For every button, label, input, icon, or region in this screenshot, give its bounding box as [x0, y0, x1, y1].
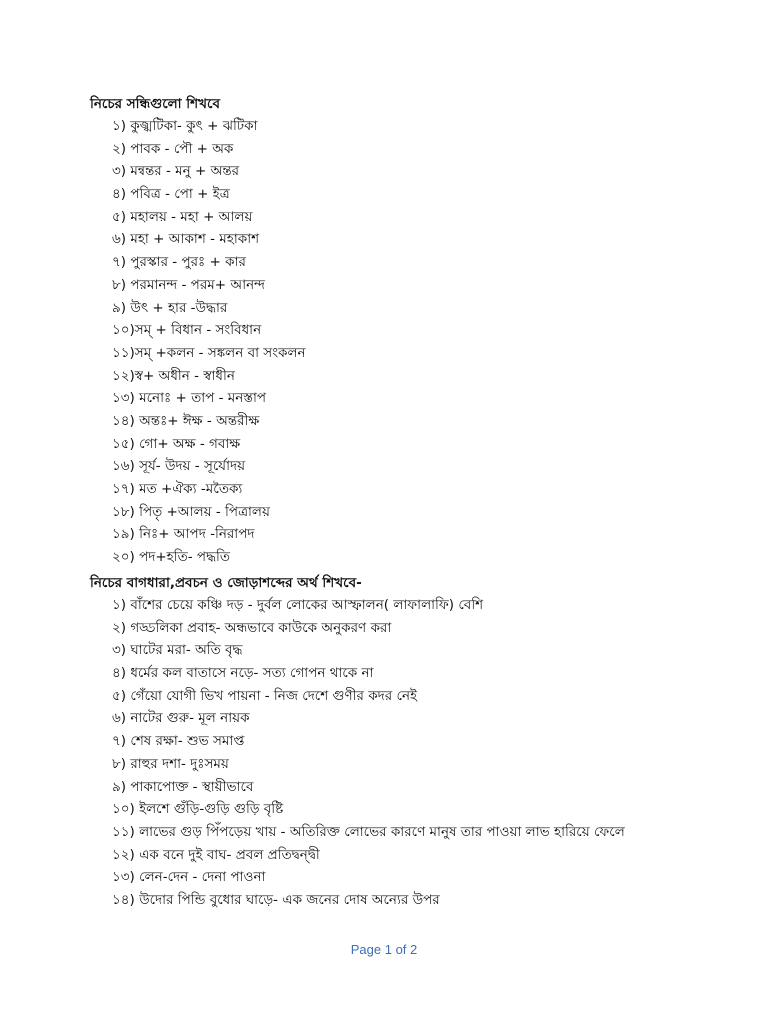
list-item: ১২)স্ব+ অধীন - স্বাধীন — [112, 367, 235, 384]
list-item: ১৮) পিতৃ +আলয় - পিত্রালয় — [112, 503, 270, 520]
sandhi-list — [112, 115, 306, 569]
list-item: ১২) এক বনে দুই বাঘ- প্রবল প্রতিদ্বন্দ্বী — [112, 846, 320, 863]
list-item: ১০)সম্ + বিধান - সংবিধান — [112, 322, 262, 339]
section-heading-idioms: নিচের বাগধারা,প্রবচন ও জোড়াশব্দের অর্থ শিখবে- — [90, 575, 362, 591]
list-item: ১) বাঁশের চেয়ে কঞ্চি দড় - দুর্বল লোকের আস্ফালন( লাফালাফি) বেশি — [112, 597, 484, 613]
list-item: ২) পাবক - পৌ + অক — [112, 140, 234, 157]
list-item: ২) গড্ডলিকা প্রবাহ- অন্ধভাবে কাউকে অনুকরণ করা — [112, 619, 392, 636]
page-number-footer: Page 1 of 2 — [350, 942, 418, 957]
list-item: ১১)সম্ +কলন - সঙ্কলন বা সংকলন — [112, 344, 306, 361]
list-item: ৩) মন্বন্তর - মনু + অন্তর — [112, 163, 240, 180]
list-item: ৯) উৎ + হার -উদ্ধার — [112, 299, 228, 316]
list-item: ১৯) নিঃ+ আপদ -নিরাপদ — [112, 526, 255, 543]
list-item: ১) কুজ্ঝটিকা- কুৎ + ঝটিকা — [112, 118, 258, 134]
list-item: ৮) পরমানন্দ - পরম+ আনন্দ — [112, 276, 265, 293]
list-item: ১৪) অন্তঃ+ ঈক্ষ - অন্তরীক্ষ — [112, 412, 260, 429]
list-item: ৮) রাহুর দশা- দুঃসময় — [112, 755, 229, 772]
list-item: ৯) পাকাপোক্ত - স্থায়ীভাবে — [112, 778, 254, 795]
list-item: ৬) মহা + আকাশ - মহাকাশ — [112, 231, 260, 248]
list-item: ১৭) মত +ঐক্য -মতৈক্য — [112, 481, 243, 497]
list-item: ৪) পবিত্র - পো + ইত্র — [112, 186, 230, 203]
list-item: ১৬) সূর্য- উদয় - সূর্যোদয় — [112, 458, 246, 475]
list-item: ১৪) উদোর পিন্ডি বুধোর ঘাড়ে- এক জনের দোষ অন্যের উপর — [112, 891, 440, 908]
list-item: ১১) লাভের গুড় পিঁপড়েয় খায় - অতিরিক্ত লোভের কারণে মানুষ তার পাওয়া লাভ হারিয়ে ফেলে — [112, 823, 625, 840]
list-item: ১৩) মনোঃ + তাপ - মনস্তাপ — [112, 390, 267, 407]
list-item: ৪) ধর্মের কল বাতাসে নড়ে- সত্য গোপন থাকে না — [112, 665, 374, 682]
list-item: ৭) শেষ রক্ষা- শুভ সমাপ্ত — [112, 733, 245, 750]
list-item: ৬) নাটের গুরু- মূল নায়ক — [112, 710, 250, 727]
list-item: ১৩) লেন-দেন - দেনা পাওনা — [112, 869, 266, 886]
list-item: ২০) পদ+হতি- পদ্ধতি — [112, 549, 230, 566]
list-item: ১০) ইলশে গুঁড়ি-গুড়ি গুড়ি বৃষ্টি — [112, 801, 284, 818]
list-item: ৭) পুরস্কার - পুরঃ + কার — [112, 254, 246, 271]
list-item: ৫) গেঁয়ো যোগী ভিখ পায়না - নিজ দেশে গুণীর কদর নেই — [112, 687, 418, 704]
list-item: ১৫) গো+ অক্ষ - গবাক্ষ — [112, 435, 241, 452]
list-item: ৩) ঘাটের মরা- অতি বৃদ্ধ — [112, 642, 243, 659]
list-item: ৫) মহালয় - মহা + আলয় — [112, 208, 253, 225]
section-heading-sandhi: নিচের সন্ধিগুলো শিখবে — [90, 96, 220, 112]
idiom-list — [112, 594, 625, 912]
